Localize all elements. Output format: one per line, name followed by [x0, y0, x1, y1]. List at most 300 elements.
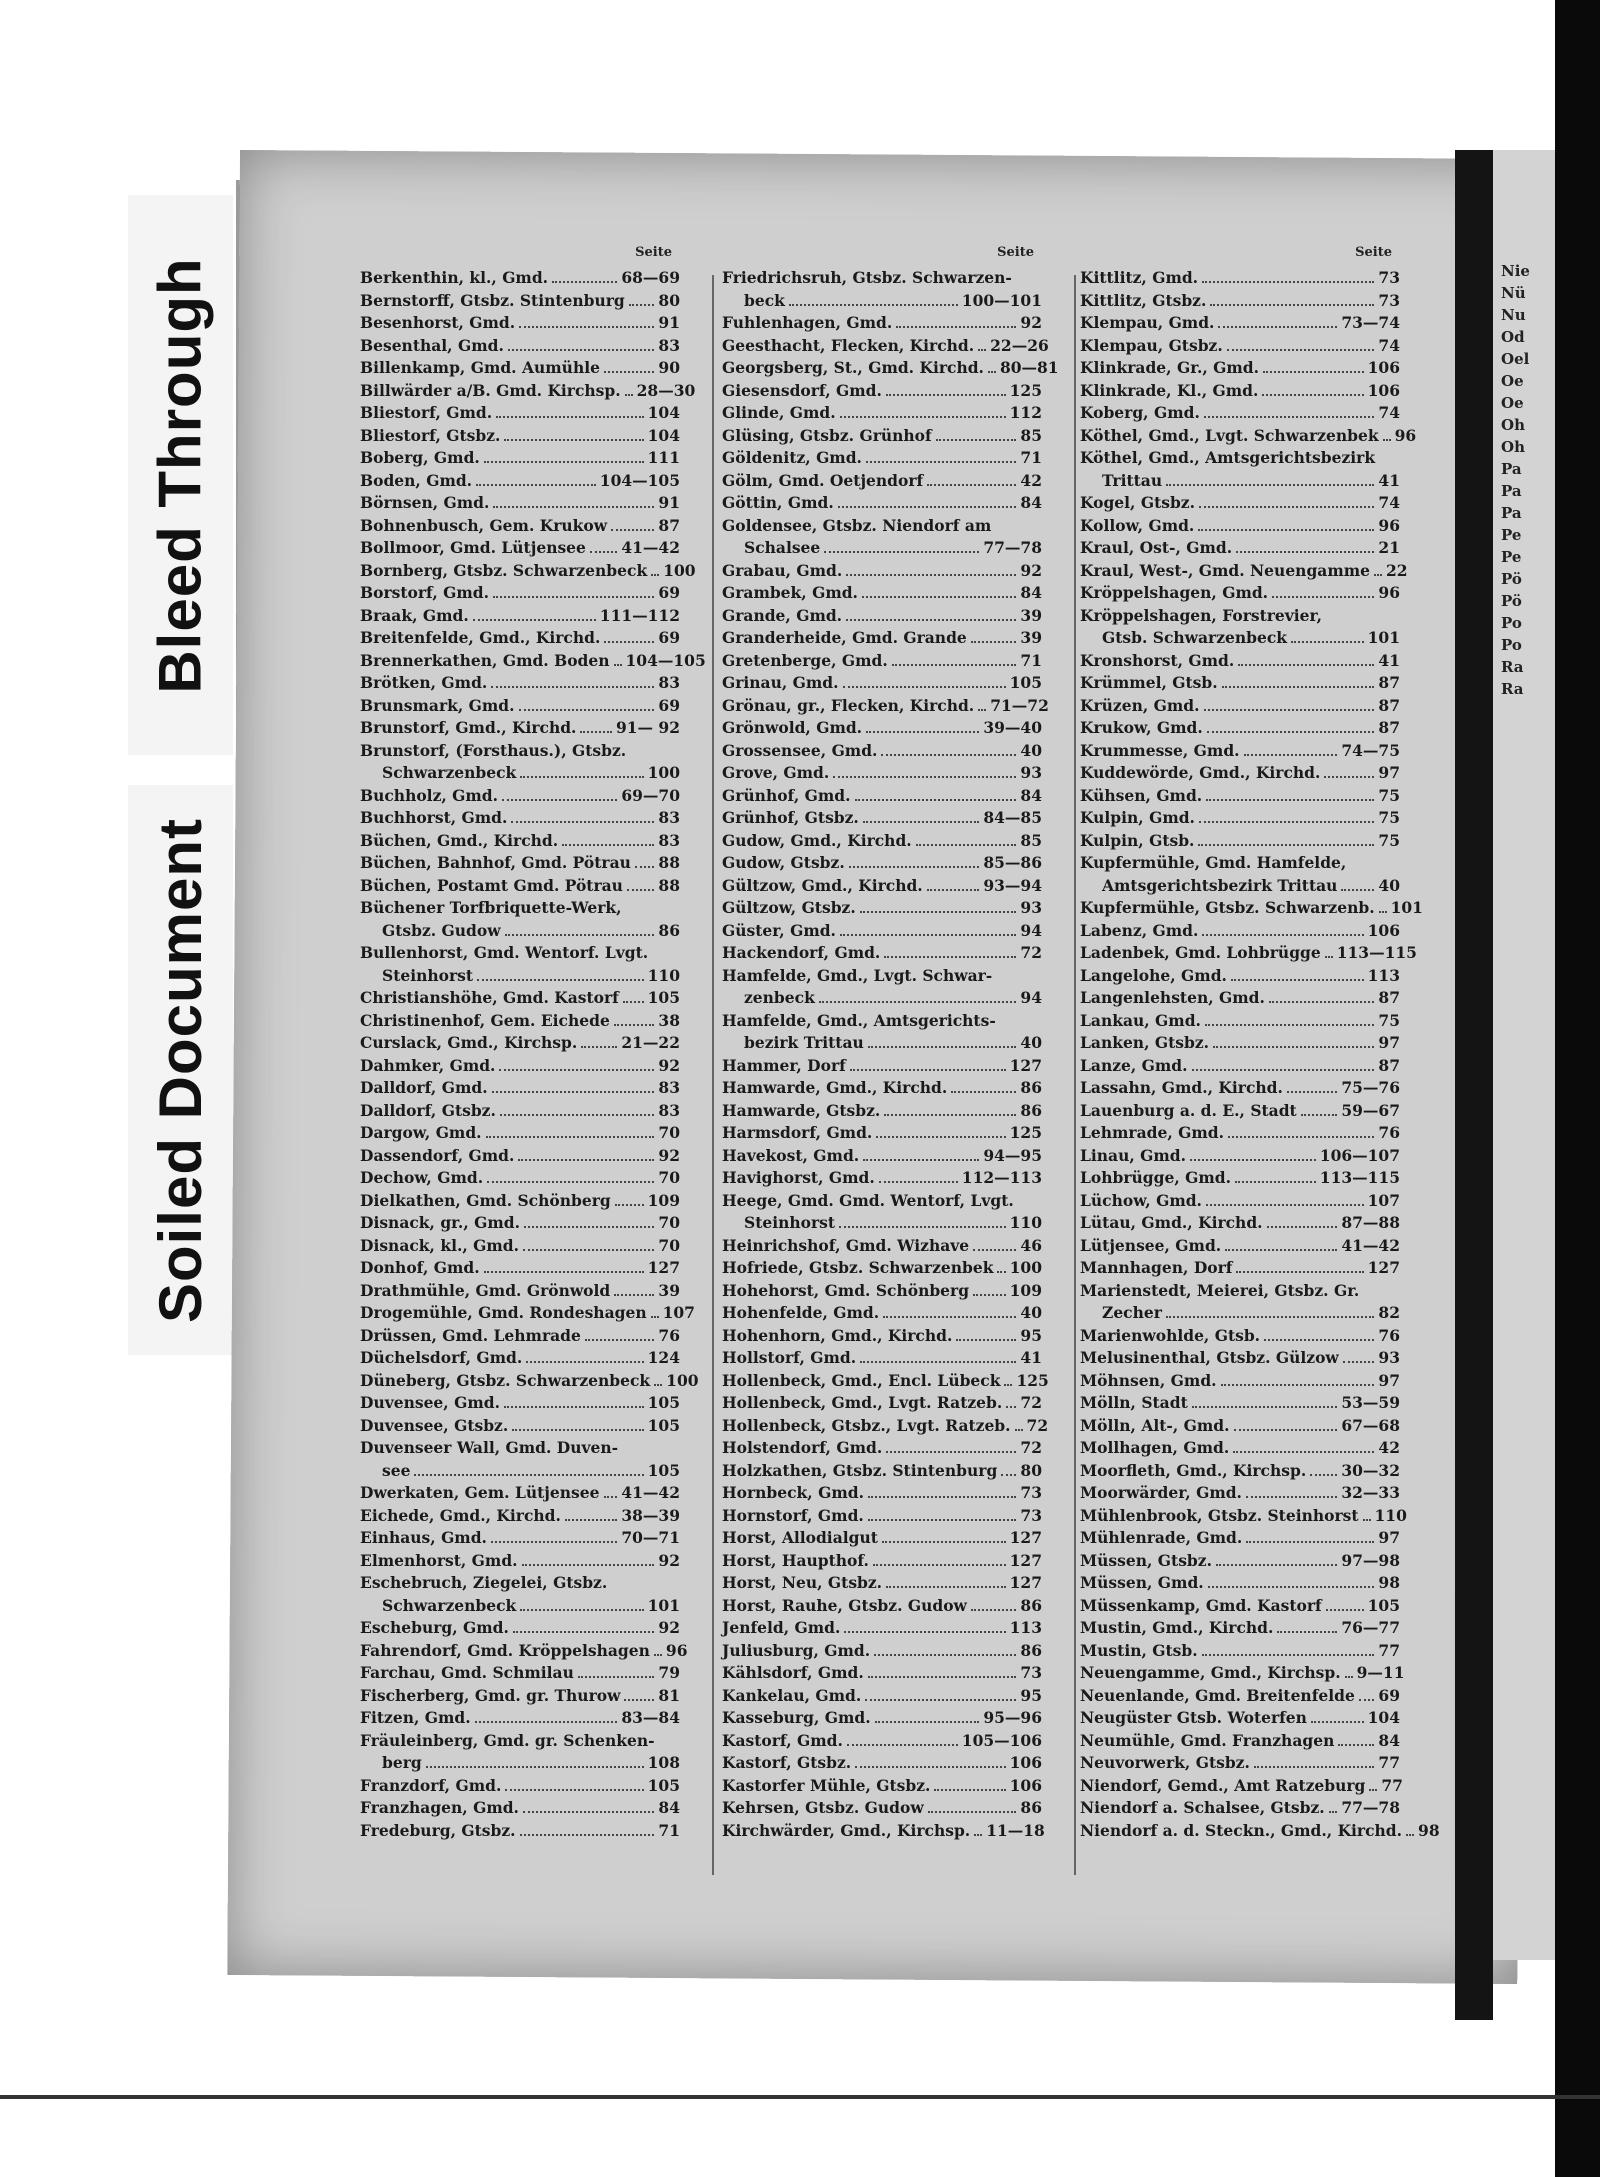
entry-place-name: Gretenberge, Gmd. — [722, 650, 888, 670]
dot-leader — [629, 304, 655, 306]
dot-leader — [868, 1046, 1017, 1048]
entry-place-name: Niendorf, Gemd., Amt Ratzeburg — [1080, 1775, 1366, 1795]
entry-place-name: Brunstorf, (Forsthaus.), Gtsbz. — [360, 740, 627, 760]
entry-place-name: Marienstedt, Meierei, Gtsbz. Gr. — [1080, 1280, 1360, 1300]
entry-place-name: Fahrendorf, Gmd. Kröppelshagen — [360, 1640, 650, 1660]
dot-leader — [493, 596, 654, 598]
dot-leader — [1324, 776, 1374, 778]
dot-leader — [1216, 1564, 1337, 1566]
index-entry — [722, 717, 1042, 740]
entry-place-name: Lütjensee, Gmd. — [1080, 1235, 1222, 1255]
index-entry — [722, 987, 1042, 1010]
entry-page-number: 67—68 — [1341, 1415, 1400, 1435]
entry-place-name: Hamfelde, Gmd., Amtsgerichts- — [722, 1010, 996, 1030]
entry-page-number: 91— 92 — [615, 718, 680, 737]
index-entry — [360, 1775, 680, 1798]
dot-leader — [651, 1316, 659, 1318]
dot-leader — [614, 1294, 654, 1296]
index-entry — [1080, 1190, 1400, 1213]
index-entry — [722, 1730, 1042, 1753]
entry-place-name: Lankau, Gmd. — [1080, 1010, 1201, 1030]
index-entry — [1080, 965, 1400, 988]
entry-place-name: Dalldorf, Gtsbz. — [360, 1100, 496, 1120]
dot-leader — [1222, 686, 1375, 688]
dot-leader — [1406, 1834, 1414, 1836]
entry-place-name: Franzhagen, Gmd. — [360, 1798, 519, 1817]
entry-page-number: 101 — [647, 1595, 680, 1615]
index-entry — [360, 1797, 680, 1820]
entry-place-name: Curslack, Gmd., Kirchsp. — [360, 1033, 578, 1052]
entry-place-name: Hornbeck, Gmd. — [722, 1483, 864, 1502]
index-entry — [722, 1662, 1042, 1685]
entry-place-name: Lauenburg a. d. E., Stadt — [1080, 1100, 1297, 1120]
dot-leader — [884, 956, 1016, 958]
entry-page-number: 73 — [1378, 268, 1400, 287]
entry-page-number: 68—69 — [621, 268, 680, 287]
index-entry — [722, 447, 1042, 470]
next-page-fragment: Nu — [1501, 306, 1526, 324]
entry-page-number: 70 — [658, 1168, 680, 1187]
column-header: Seite — [635, 245, 672, 260]
entry-place-name: Kupfermühle, Gmd. Hamfelde, — [1080, 853, 1347, 872]
entry-page-number: 125 — [1009, 1123, 1042, 1142]
entry-place-name: Grove, Gmd. — [722, 763, 830, 782]
entry-place-name: Büchener Torfbriquette-Werk, — [360, 898, 622, 917]
entry-place-name: Güster, Gmd. — [722, 920, 836, 940]
index-entry — [1080, 1797, 1400, 1820]
index-entry — [360, 1505, 680, 1528]
index-entry — [722, 1257, 1042, 1280]
entry-place-name: Bullenhorst, Gmd. Wentorf. Lvgt. — [360, 943, 649, 962]
entry-place-name: Neugüster Gtsb. Woterfen — [1080, 1708, 1307, 1727]
dot-leader — [934, 1789, 1005, 1791]
dot-leader — [518, 1159, 654, 1161]
dot-leader — [614, 1024, 655, 1026]
dot-leader — [426, 1766, 644, 1768]
index-entry — [360, 1707, 680, 1730]
entry-place-name: Goldensee, Gtsbz. Niendorf am — [722, 515, 992, 535]
entry-page-number: 105 — [647, 1775, 680, 1795]
entry-place-name: Havighorst, Gmd. — [722, 1168, 875, 1187]
column-divider — [712, 275, 714, 1875]
index-entry — [1080, 1302, 1400, 1325]
dot-leader — [654, 1384, 662, 1386]
entry-place-name: Grünhof, Gmd. — [722, 785, 851, 805]
entry-page-number: 91 — [658, 493, 680, 512]
entry-page-number: 21 — [1378, 538, 1400, 557]
entry-place-name: Borstorf, Gmd. — [360, 583, 489, 602]
dot-leader — [615, 1204, 644, 1206]
entry-page-number: 87 — [1378, 1055, 1400, 1075]
index-entry — [722, 807, 1042, 830]
entry-page-number: 86 — [1020, 1595, 1042, 1615]
entry-page-number: 40 — [1020, 1033, 1042, 1052]
index-entry — [360, 920, 680, 943]
dot-leader — [1221, 1384, 1375, 1386]
entry-place-name: Heinrichshof, Gmd. Wizhave — [722, 1235, 970, 1255]
next-page-fragment: Nie — [1501, 262, 1530, 280]
entry-place-name: Braak, Gmd. — [360, 605, 469, 625]
entry-page-number: 86 — [1020, 1100, 1042, 1120]
next-page-fragment: Ra — [1501, 658, 1524, 676]
entry-place-name: Kehrsen, Gtsbz. Gudow — [722, 1798, 924, 1817]
entry-page-number: 84 — [1020, 583, 1042, 602]
dot-leader — [1369, 1789, 1377, 1791]
dot-leader — [1192, 1406, 1338, 1408]
dot-leader — [519, 326, 654, 328]
dot-leader — [523, 1249, 654, 1251]
entry-page-number: 40 — [1378, 875, 1400, 895]
dot-leader — [1206, 1204, 1364, 1206]
entry-place-name: Disnack, kl., Gmd. — [360, 1235, 520, 1255]
index-entry — [1080, 1325, 1400, 1348]
entry-place-name: Havekost, Gmd. — [722, 1145, 860, 1165]
entry-place-name: Labenz, Gmd. — [1080, 920, 1199, 940]
index-entry — [360, 1190, 680, 1213]
index-entry — [722, 740, 1042, 763]
entry-page-number: 93 — [1020, 763, 1042, 782]
entry-page-number: 85—86 — [983, 853, 1042, 872]
index-entry — [1080, 1347, 1400, 1370]
entry-place-name: Niendorf a. d. Steckn., Gmd., Kirchd. — [1080, 1820, 1403, 1840]
entry-place-name: Hamwarde, Gmd., Kirchd. — [722, 1078, 948, 1097]
dot-leader — [927, 889, 980, 891]
index-entry — [1080, 1235, 1400, 1258]
dot-leader — [1246, 1541, 1374, 1543]
entry-page-number: 91 — [658, 313, 680, 332]
index-entry — [722, 1437, 1042, 1460]
dot-leader — [876, 1136, 1005, 1138]
dot-leader — [1310, 1474, 1337, 1476]
entry-place-name: Friedrichsruh, Gtsbz. Schwarzen- — [722, 268, 1012, 287]
index-entry — [1080, 1212, 1400, 1235]
entry-page-number: 74 — [1378, 403, 1400, 422]
entry-place-name: Marienwohlde, Gtsb. — [1080, 1325, 1261, 1345]
entry-page-number: 40 — [1020, 740, 1042, 760]
entry-page-number: 38—39 — [621, 1505, 680, 1525]
dot-leader — [873, 1564, 1006, 1566]
entry-place-name: Brunsmark, Gmd. — [360, 695, 515, 715]
entry-page-number: 69 — [1378, 1685, 1400, 1705]
entry-place-name: Gölm, Gmd. Oetjendorf — [722, 470, 924, 490]
entry-place-name: Hollenbeck, Gmd., Lvgt. Ratzeb. — [722, 1393, 1003, 1412]
entry-place-name: Trittau — [1102, 470, 1163, 490]
dot-leader — [936, 439, 1017, 441]
index-entry — [722, 1820, 1045, 1843]
dot-leader — [1228, 1136, 1374, 1138]
entry-place-name: Langelohe, Gmd. — [1080, 965, 1227, 985]
entry-place-name: Fitzen, Gmd. — [360, 1708, 471, 1727]
entry-page-number: 111 — [647, 448, 680, 467]
index-entry — [360, 1212, 680, 1235]
index-entry — [360, 1752, 680, 1775]
next-page-fragment: Oel — [1501, 350, 1530, 368]
index-entry — [360, 740, 680, 763]
dot-leader — [886, 1451, 1016, 1453]
entry-page-number: 39 — [658, 1280, 680, 1300]
entry-place-name: Dassendorf, Gmd. — [360, 1145, 515, 1165]
dot-leader — [868, 1676, 1017, 1678]
dot-leader — [1204, 416, 1375, 418]
dot-leader — [789, 304, 958, 306]
index-entry — [722, 1505, 1042, 1528]
index-entry — [1080, 515, 1400, 538]
dot-leader — [978, 709, 986, 711]
soiled-document-label: Soiled Document — [147, 817, 214, 1323]
dot-leader — [997, 1271, 1005, 1273]
index-entry — [360, 1302, 695, 1325]
index-entry — [1080, 762, 1400, 785]
entry-page-number: 77 — [1378, 1753, 1400, 1772]
index-entry — [1080, 1077, 1400, 1100]
entry-place-name: Heege, Gmd. Gmd. Wentorf, Lvgt. — [722, 1190, 1014, 1210]
entry-place-name: Fredeburg, Gtsbz. — [360, 1820, 516, 1840]
dot-leader — [1225, 1249, 1337, 1251]
entry-place-name: Drathmühle, Gmd. Grönwold — [360, 1280, 611, 1300]
entry-page-number: 74 — [1378, 493, 1400, 512]
dot-leader — [1199, 821, 1374, 823]
index-entry — [360, 965, 680, 988]
index-entry — [722, 1640, 1042, 1663]
next-page-fragment: Ra — [1501, 680, 1524, 698]
index-entry — [360, 1010, 680, 1033]
next-page-fragment: Oe — [1501, 372, 1524, 390]
dot-leader — [866, 731, 979, 733]
dot-leader — [973, 1294, 1006, 1296]
entry-place-name: Niendorf a. Schalsee, Gtsbz. — [1080, 1798, 1325, 1817]
index-entry — [1080, 537, 1400, 560]
dot-leader — [855, 799, 1017, 801]
next-page-fragment: Pa — [1501, 504, 1522, 522]
entry-place-name: Steinhorst — [382, 965, 474, 985]
index-entry — [722, 1775, 1042, 1798]
index-entry — [722, 1055, 1042, 1078]
entry-place-name: Kittlitz, Gmd. — [1080, 268, 1199, 287]
index-entry — [1080, 1370, 1400, 1393]
index-entry — [1080, 1055, 1400, 1078]
entry-place-name: Christinenhof, Gem. Eichede — [360, 1010, 610, 1030]
entry-place-name: Gudow, Gmd., Kirchd. — [722, 830, 912, 850]
index-entry — [722, 695, 1049, 718]
index-entry — [1080, 1572, 1400, 1595]
entry-page-number: 127 — [1009, 1550, 1042, 1570]
dot-leader — [840, 416, 1006, 418]
entry-page-number: 110 — [1009, 1213, 1042, 1232]
dot-leader — [1199, 506, 1374, 508]
entry-page-number: 97 — [1378, 1370, 1400, 1390]
dot-leader — [866, 461, 1016, 463]
entry-place-name: Einhaus, Gmd. — [360, 1528, 487, 1547]
dot-leader — [523, 1811, 654, 1813]
dot-leader — [927, 484, 1016, 486]
dot-leader — [956, 1339, 1016, 1341]
entry-place-name: Fuhlenhagen, Gmd. — [722, 313, 893, 332]
entry-place-name: Kupfermühle, Gtsbz. Schwarzenb. — [1080, 898, 1375, 917]
entry-page-number: 39 — [1020, 628, 1042, 647]
dot-leader — [614, 664, 622, 666]
index-entry — [360, 717, 680, 740]
dot-leader — [824, 551, 979, 553]
entry-place-name: Drüssen, Gmd. Lehmrade — [360, 1325, 581, 1345]
entry-page-number: 71—72 — [990, 695, 1049, 715]
entry-page-number: 22 — [1386, 560, 1408, 580]
index-entry — [360, 1347, 680, 1370]
index-entry — [360, 807, 680, 830]
entry-page-number: 73 — [1020, 1505, 1042, 1525]
dot-leader — [1190, 1159, 1316, 1161]
dot-leader — [512, 1429, 643, 1431]
index-entry — [722, 605, 1042, 628]
dot-leader — [654, 1654, 662, 1656]
entry-place-name: Horst, Rauhe, Gtsbz. Gudow — [722, 1595, 967, 1615]
entry-page-number: 70 — [658, 1235, 680, 1255]
index-entry — [722, 1392, 1042, 1415]
index-entry — [1080, 1775, 1403, 1798]
entry-page-number: 80—81 — [999, 358, 1059, 377]
entry-page-number: 110 — [647, 965, 680, 985]
dot-leader — [625, 394, 633, 396]
dot-leader — [623, 1001, 644, 1003]
entry-page-number: 105 — [647, 1393, 680, 1412]
index-entry — [1080, 380, 1400, 403]
index-entry — [722, 1145, 1042, 1168]
entry-place-name: Dechow, Gmd. — [360, 1168, 484, 1187]
index-entry — [1080, 1437, 1400, 1460]
entry-place-name: Gtsbz. Gudow — [382, 920, 501, 940]
entry-place-name: Gtsb. Schwarzenbeck — [1102, 628, 1288, 647]
dot-leader — [1198, 529, 1374, 531]
bleed-through-label: Bleed Through — [147, 256, 214, 694]
entry-page-number: 100 — [663, 560, 696, 580]
entry-place-name: Hohehorst, Gmd. Schönberg — [722, 1280, 970, 1300]
entry-page-number: 95 — [1020, 1325, 1042, 1345]
entry-page-number: 69 — [658, 695, 680, 715]
dot-leader — [849, 866, 980, 868]
index-entry — [722, 875, 1042, 898]
index-entry — [1080, 470, 1400, 493]
entry-place-name: Börnsen, Gmd. — [360, 493, 490, 512]
index-entry — [722, 1077, 1042, 1100]
entry-place-name: Hamfelde, Gmd., Lvgt. Schwar- — [722, 965, 993, 985]
entry-place-name: Schwarzenbeck — [382, 1595, 517, 1615]
index-entry — [722, 1347, 1042, 1370]
index-entry — [360, 1122, 680, 1145]
bleed-through-stamp — [128, 195, 233, 755]
index-entry — [722, 290, 1042, 313]
index-entry — [1080, 740, 1400, 763]
entry-place-name: Dielkathen, Gmd. Schönberg — [360, 1190, 611, 1210]
dot-leader — [1341, 889, 1374, 891]
entry-page-number: 127 — [647, 1258, 680, 1277]
entry-place-name: Lohbrügge, Gmd. — [1080, 1168, 1231, 1187]
entry-place-name: see — [382, 1460, 411, 1480]
index-entry — [360, 1595, 680, 1618]
index-entry — [722, 897, 1042, 920]
entry-page-number: 96 — [1378, 515, 1400, 535]
entry-place-name: Brennerkathen, Gmd. Boden — [360, 650, 610, 670]
entry-page-number: 74 — [1378, 335, 1400, 355]
dot-leader — [504, 439, 643, 441]
dot-leader — [1202, 281, 1374, 283]
entry-page-number: 21—22 — [621, 1033, 680, 1052]
index-entry — [1080, 695, 1400, 718]
column-header: Seite — [1355, 245, 1392, 260]
dot-leader — [562, 844, 654, 846]
index-column-3 — [1080, 245, 1440, 1842]
index-entry — [1080, 672, 1400, 695]
scan-border-right — [1555, 0, 1600, 2177]
dot-leader — [1345, 1676, 1353, 1678]
dot-leader — [581, 1046, 617, 1048]
dot-leader — [1208, 1586, 1375, 1588]
dot-leader — [833, 776, 1016, 778]
entry-place-name: Gültzow, Gtsbz. — [722, 898, 856, 917]
dot-leader — [487, 1181, 654, 1183]
index-entry — [360, 1730, 680, 1753]
entry-place-name: Hohenfelde, Gmd. — [722, 1303, 880, 1322]
dot-leader — [860, 1361, 1016, 1363]
dot-leader — [1244, 754, 1338, 756]
entry-place-name: Grönwold, Gmd. — [722, 718, 863, 737]
entry-place-name: Moorfleth, Gmd., Kirchsp. — [1080, 1460, 1307, 1480]
entry-place-name: Neuenlande, Gmd. Breitenfelde — [1080, 1685, 1355, 1705]
entry-page-number: 82 — [1378, 1303, 1400, 1322]
dot-leader — [496, 416, 644, 418]
entry-place-name: Dalldorf, Gmd. — [360, 1078, 488, 1097]
dot-leader — [1359, 1699, 1375, 1701]
dot-leader — [875, 1721, 980, 1723]
index-entry — [1080, 875, 1400, 898]
entry-page-number: 87—88 — [1341, 1213, 1400, 1232]
entry-place-name: Grande, Gmd. — [722, 605, 843, 625]
dot-leader — [1192, 1069, 1375, 1071]
index-entry — [360, 852, 680, 875]
dot-leader — [838, 506, 1017, 508]
entry-page-number: 104 — [647, 425, 680, 445]
index-entry — [1080, 425, 1417, 448]
index-column-2 — [722, 245, 1059, 1842]
entry-page-number: 77—78 — [1341, 1798, 1400, 1817]
index-entry — [1080, 582, 1400, 605]
index-entry — [722, 830, 1042, 853]
entry-place-name: Eichede, Gmd., Kirchd. — [360, 1505, 561, 1525]
entry-page-number: 104—105 — [625, 650, 706, 670]
index-entry — [360, 1572, 680, 1595]
entry-page-number: 87 — [1378, 695, 1400, 715]
entry-page-number: 9—11 — [1356, 1663, 1405, 1682]
index-entry — [1080, 1460, 1400, 1483]
index-entry — [1080, 447, 1400, 470]
dot-leader — [513, 1631, 655, 1633]
entry-page-number: 40 — [1020, 1303, 1042, 1322]
index-entry — [722, 470, 1042, 493]
next-page-fragment: Po — [1501, 636, 1522, 654]
entry-place-name: Kulpin, Gtsb. — [1080, 830, 1195, 850]
index-entry — [360, 1820, 680, 1843]
index-entry — [360, 1415, 680, 1438]
dot-leader — [565, 1519, 617, 1521]
dot-leader — [1227, 349, 1375, 351]
index-entry — [360, 942, 680, 965]
entry-place-name: Mühlenbrook, Gtsbz. Steinhorst — [1080, 1505, 1359, 1525]
index-entry — [722, 1100, 1042, 1123]
index-entry — [1080, 897, 1423, 920]
entry-page-number: 105 — [647, 988, 680, 1007]
entry-place-name: Giesensdorf, Gmd. — [722, 380, 882, 400]
index-entry — [1080, 1415, 1400, 1438]
entry-page-number: 69—70 — [621, 785, 680, 805]
entry-page-number: 83 — [658, 808, 680, 827]
